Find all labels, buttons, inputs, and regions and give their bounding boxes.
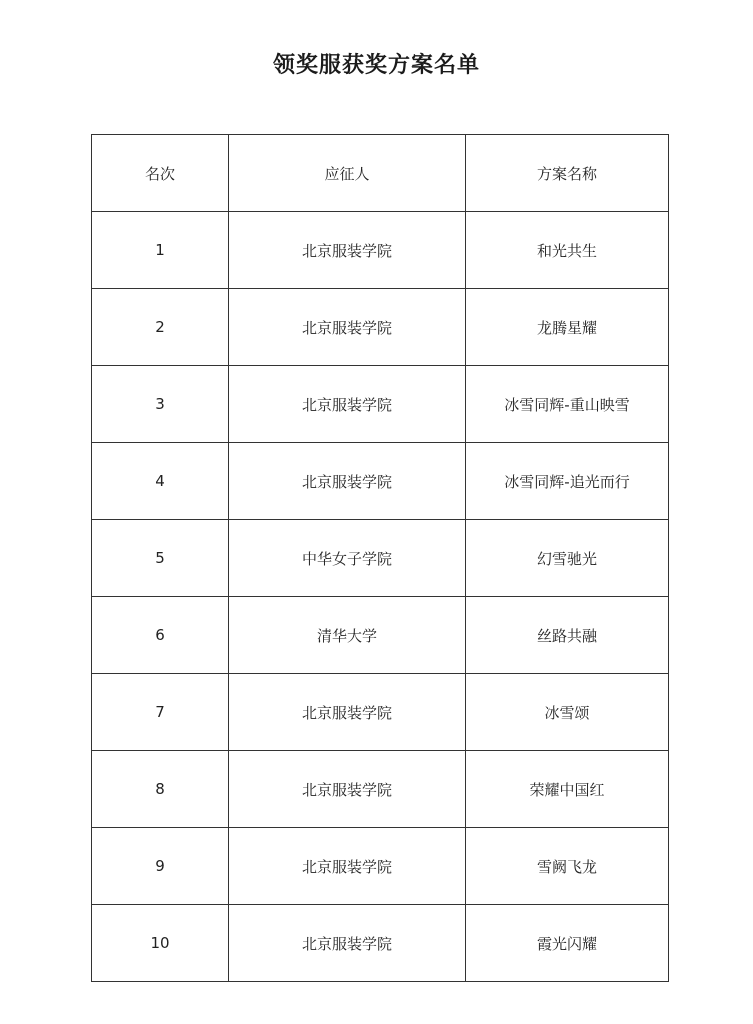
scheme-cell: 冰雪同辉-重山映雪: [466, 366, 669, 443]
scheme-cell: 荣耀中国红: [466, 751, 669, 828]
scheme-cell: 霞光闪耀: [466, 905, 669, 982]
rank-cell: 5: [92, 520, 229, 597]
applicant-cell: 北京服装学院: [229, 828, 466, 905]
table-body: [92, 212, 669, 982]
award-table: [91, 134, 669, 982]
scheme-cell: 冰雪同辉-追光而行: [466, 443, 669, 520]
applicant-cell: 北京服装学院: [229, 905, 466, 982]
header-rank: 名次: [92, 135, 229, 212]
header-scheme-name: 方案名称: [466, 135, 669, 212]
scheme-cell: 龙腾星耀: [466, 289, 669, 366]
rank-cell: 7: [92, 674, 229, 751]
rank-cell: 6: [92, 597, 229, 674]
page-title: 领奖服获奖方案名单: [272, 52, 480, 78]
table-row: [92, 443, 669, 520]
scheme-cell: 丝路共融: [466, 597, 669, 674]
table-row: [92, 751, 669, 828]
rank-cell: 8: [92, 751, 229, 828]
applicant-cell: 北京服装学院: [229, 289, 466, 366]
rank-cell: 4: [92, 443, 229, 520]
applicant-cell: 北京服装学院: [229, 751, 466, 828]
rank-cell: 10: [92, 905, 229, 982]
scheme-cell: 幻雪驰光: [466, 520, 669, 597]
table-row: [92, 520, 669, 597]
table-row: [92, 597, 669, 674]
table-row: [92, 366, 669, 443]
applicant-cell: 中华女子学院: [229, 520, 466, 597]
applicant-cell: 清华大学: [229, 597, 466, 674]
header-applicant: 应征人: [229, 135, 466, 212]
header-row: [92, 135, 669, 212]
table-row: [92, 674, 669, 751]
rank-cell: 2: [92, 289, 229, 366]
scheme-cell: 冰雪颂: [466, 674, 669, 751]
rank-cell: 1: [92, 212, 229, 289]
applicant-cell: 北京服装学院: [229, 366, 466, 443]
scheme-cell: 和光共生: [466, 212, 669, 289]
table-row: [92, 828, 669, 905]
applicant-cell: 北京服装学院: [229, 212, 466, 289]
table-row: [92, 289, 669, 366]
rank-cell: 9: [92, 828, 229, 905]
table-row: [92, 212, 669, 289]
table-header: [92, 135, 669, 212]
rank-cell: 3: [92, 366, 229, 443]
applicant-cell: 北京服装学院: [229, 443, 466, 520]
scheme-cell: 雪阙飞龙: [466, 828, 669, 905]
applicant-cell: 北京服装学院: [229, 674, 466, 751]
table-row: [92, 905, 669, 982]
